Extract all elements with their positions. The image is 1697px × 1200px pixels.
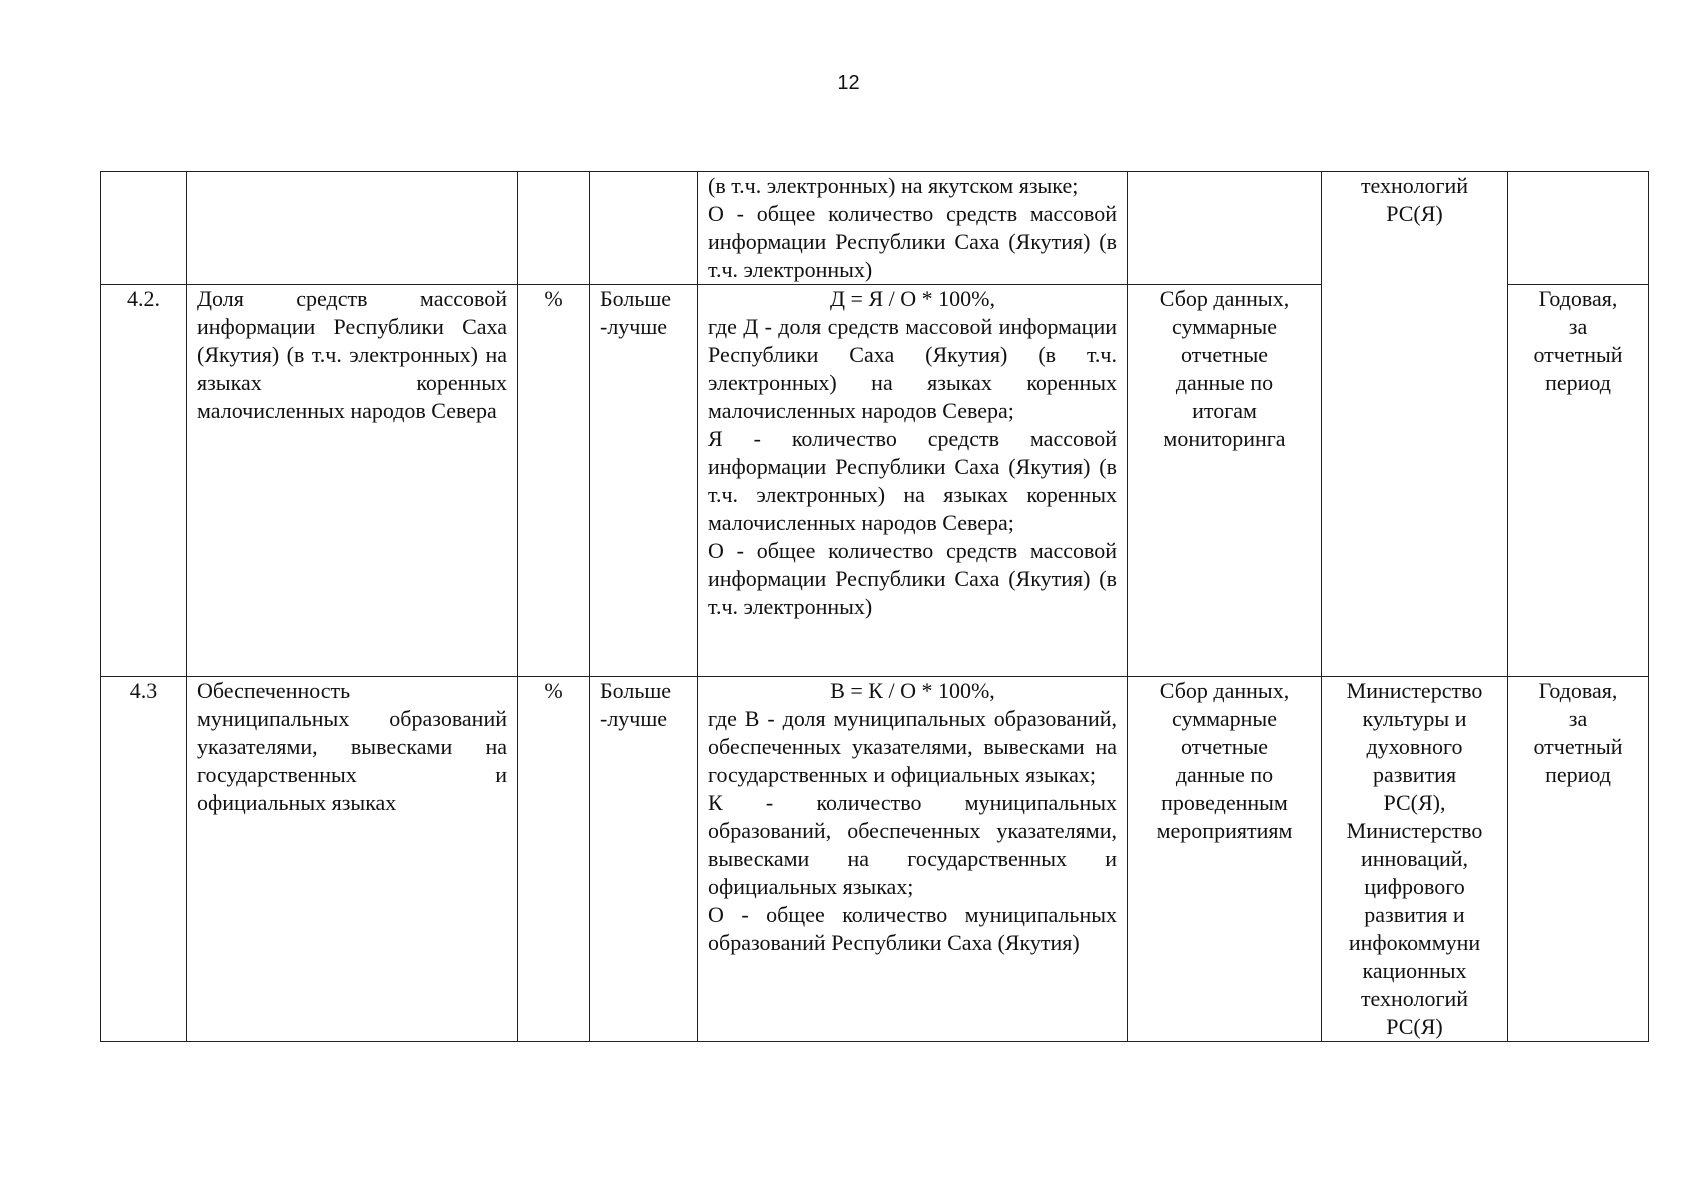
period-cell: Годовая, за отчетный период: [1508, 677, 1649, 1042]
direction-cell: Больше -лучше: [590, 285, 698, 677]
period-cell: Годовая, за отчетный период: [1508, 285, 1649, 677]
table-row: [101, 172, 1649, 285]
direction-cell: Больше -лучше: [590, 677, 698, 1042]
method-description: где Д - доля средств массовой информации Республики Саха (Якутия) (в т.ч. электронных) на языках коренных малочисленных народов Севера; Я - количество средств массовой информации Республики Саха (Якутия) (в т.ч. электронных) на языках коренных малочисленных народов Севера; О - общее количество средств массовой информации Республики Саха (Якутия) (в т.ч. электронных): [708, 314, 1117, 619]
responsible-cell: технологий РС(Я): [1322, 172, 1508, 677]
data-source-cell: [1128, 172, 1322, 285]
direction-cell: [590, 172, 698, 285]
data-source-cell: Сбор данных, суммарные отчетные данные по итогам мониторинга: [1128, 285, 1322, 677]
indicator-name-cell: [187, 172, 518, 285]
formula: Д = Я / О * 100%,: [830, 286, 995, 311]
row-number-cell: 4.3: [101, 677, 187, 1042]
page-number: 12: [837, 72, 860, 94]
table-row: [101, 677, 1649, 1042]
indicator-name-cell: Доля средств массовой информации Республики Саха (Якутия) (в т.ч. электронных) на языках коренных малочисленных народов Севера: [187, 285, 518, 677]
indicators-table: [100, 171, 1649, 1042]
method-description: где В - доля муниципальных образований, обеспеченных указателями, вывесками на государственных и официальных языках; К - количество муниципальных образований, обеспеченных указателями, вывесками на государственных и официальных языках; О - общее количество муниципальных образований Республики Саха (Якутия): [708, 706, 1117, 955]
unit-cell: %: [518, 285, 590, 677]
row-number-cell: 4.2.: [101, 285, 187, 677]
unit-cell: %: [518, 677, 590, 1042]
formula: В = К / О * 100%,: [830, 678, 995, 703]
period-cell: [1508, 172, 1649, 285]
data-source-cell: Сбор данных, суммарные отчетные данные по проведенным мероприятиям: [1128, 677, 1322, 1042]
calculation-method-cell: [698, 677, 1128, 1042]
row-number-cell: [101, 172, 187, 285]
unit-cell: [518, 172, 590, 285]
responsible-cell: Министерство культуры и духовного развития РС(Я), Министерство инноваций, цифрового развития и инфокоммуни кационных технологий РС(Я): [1322, 677, 1508, 1042]
indicator-name-cell: Обеспеченность муниципальных образований указателями, вывесками на государственных и официальных языках: [187, 677, 518, 1042]
calculation-method-cell: [698, 285, 1128, 677]
method-description: (в т.ч. электронных) на якутском языке; О - общее количество средств массовой информации Республики Саха (Якутия) (в т.ч. электронных): [708, 173, 1117, 282]
calculation-method-cell: [698, 172, 1128, 285]
